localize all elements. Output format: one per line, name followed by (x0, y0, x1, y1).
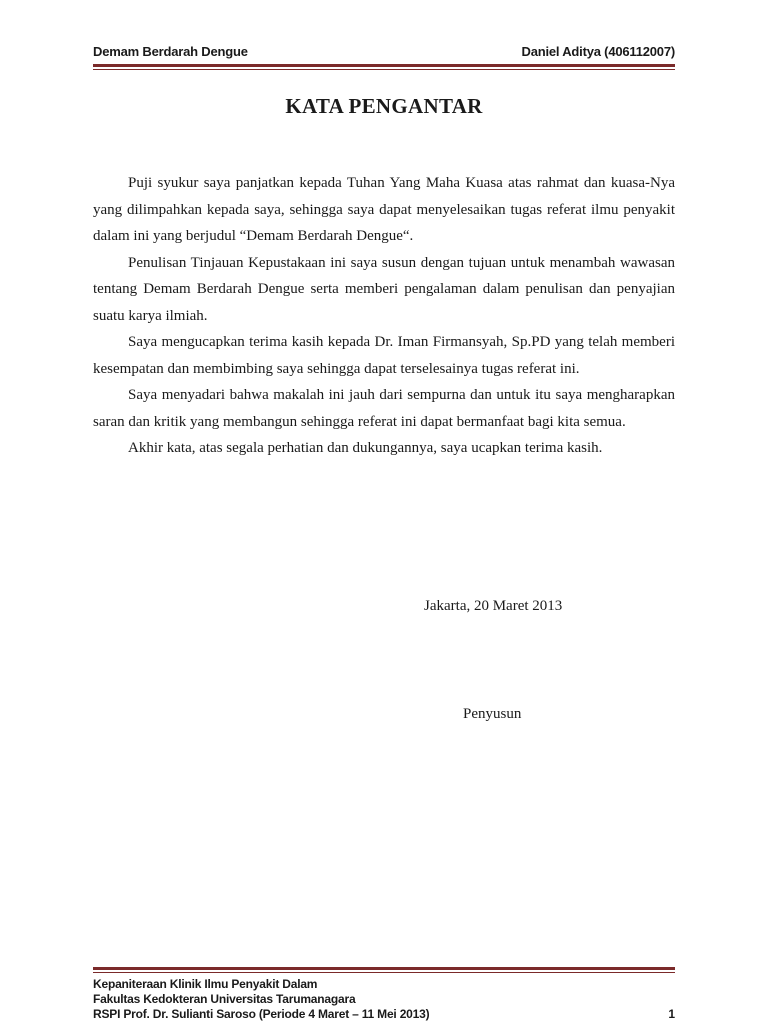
page-footer (93, 977, 675, 1022)
paragraph: Saya menyadari bahwa makalah ini jauh dari sempurna dan untuk itu saya mengharapkan saran dan kritik yang membangun sehingga referat ini dapat bermanfaat bagi kita semua. (93, 387, 675, 430)
body-text (93, 170, 675, 462)
paragraph: Akhir kata, atas segala perhatian dan dukungannya, saya ucapkan terima kasih. (128, 440, 603, 456)
footer-line-hospital: RSPI Prof. Dr. Sulianti Saroso (Periode 4 Maret – 11 Mei 2013) (93, 1007, 430, 1021)
page-number: 1 (668, 1007, 675, 1021)
place-date: Jakarta, 20 Maret 2013 (424, 598, 563, 614)
header-author: Daniel Aditya (406112007) (521, 44, 675, 59)
page-header (93, 44, 675, 64)
header-rule-thin (93, 69, 675, 70)
header-document-title: Demam Berdarah Dengue (93, 44, 248, 59)
footer-rule-thin (93, 972, 675, 973)
header-rule-thick (93, 64, 675, 67)
paragraph: Saya mengucapkan terima kasih kepada Dr. Iman Firmansyah, Sp.PD yang telah memberi kesempatan dan membimbing saya sehingga dapat terselesainya tugas referat ini. (93, 334, 675, 377)
author-signature: Penyusun (463, 706, 522, 722)
footer-line-faculty: Fakultas Kedokteran Universitas Tarumanagara (93, 992, 356, 1006)
page-title: KATA PENGANTAR (285, 94, 483, 118)
paragraph: Puji syukur saya panjatkan kepada Tuhan Yang Maha Kuasa atas rahmat dan kuasa-Nya yang dilimpahkan kepada saya, sehingga saya dapat menyelesaikan tugas referat ilmu penyakit dalam ini yang berjudul “Demam Berdarah Dengue“. (93, 175, 675, 244)
paragraph: Penulisan Tinjauan Kepustakaan ini saya susun dengan tujuan untuk menambah wawasan tentang Demam Berdarah Dengue serta memberi pengalaman dalam penulisan dan penyajian suatu karya ilmiah. (93, 254, 675, 324)
footer-rule-thick (93, 967, 675, 970)
footer-line-department: Kepaniteraan Klinik Ilmu Penyakit Dalam (93, 977, 318, 991)
